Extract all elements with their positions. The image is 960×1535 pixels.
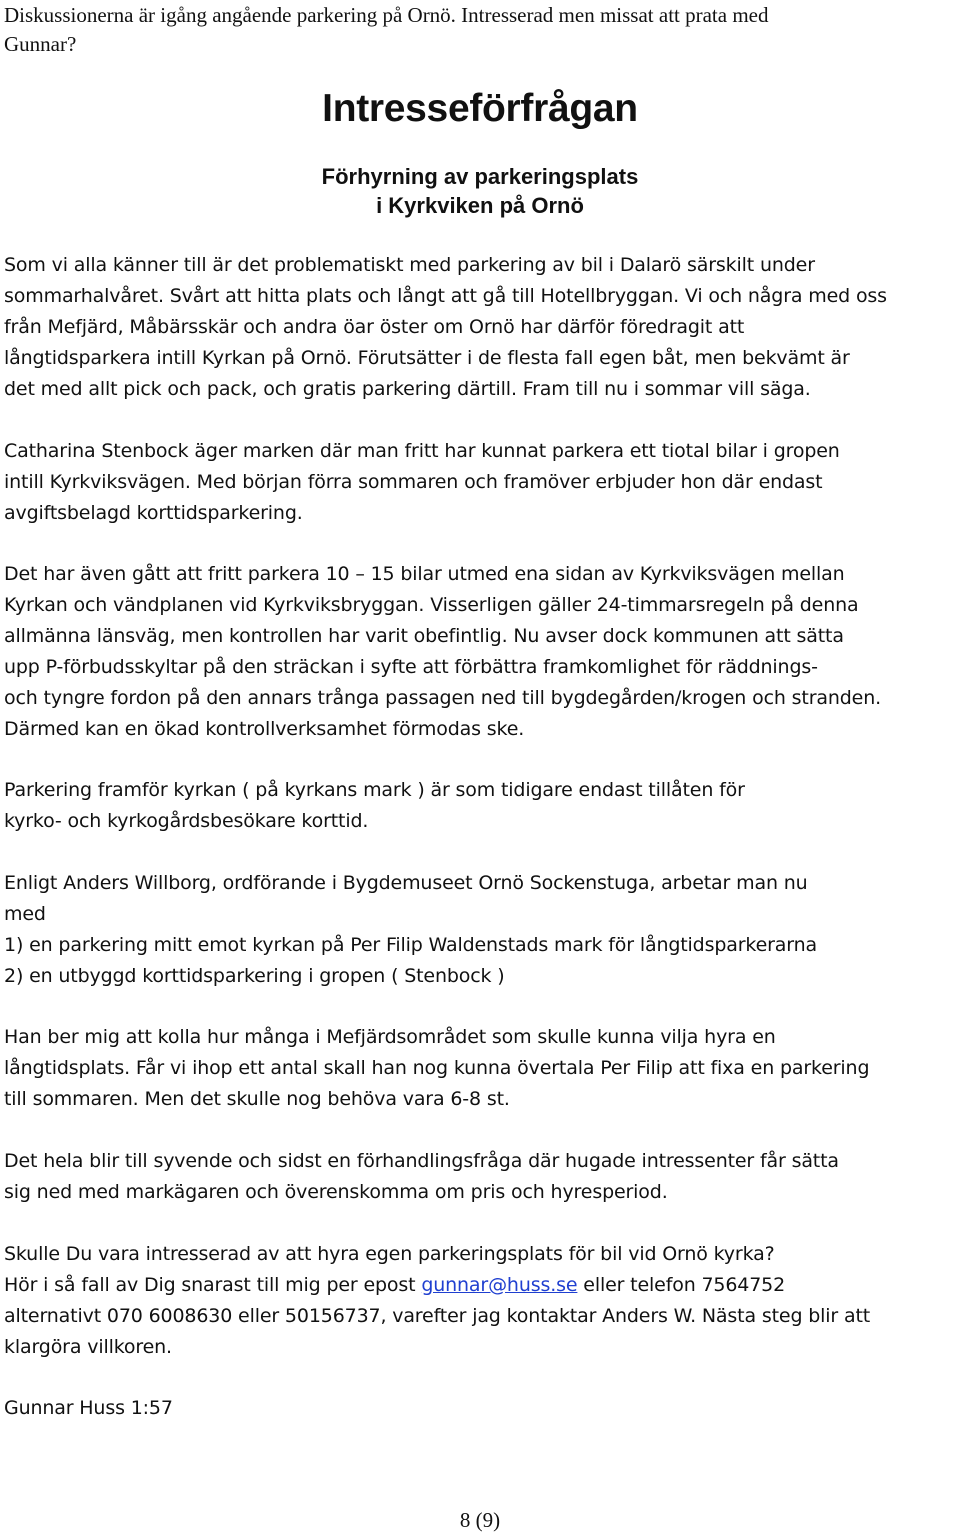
paragraph-line: Som vi alla känner till är det problematiskt med parkering av bil i Dalarö särskilt under: [4, 254, 815, 276]
paragraph-mefjard: [4, 1022, 956, 1115]
subtitle-line: i Kyrkviken på Ornö: [376, 193, 584, 218]
paragraph-kyrkviksvagen: [4, 559, 956, 745]
paragraph-line-contact: [4, 1270, 956, 1301]
paragraph-line: och tyngre fordon på den annars trånga passagen ned till bygdegården/krogen och stranden.: [4, 687, 881, 709]
paragraph-line: sig ned med markägaren och överenskomma om pris och hyresperiod.: [4, 1181, 668, 1203]
paragraph-line: Det har även gått att fritt parkera 10 – 15 bilar utmed ena sidan av Kyrkviksvägen mellan: [4, 563, 845, 585]
email-link[interactable]: gunnar@huss.se: [421, 1274, 578, 1296]
signature-text: Gunnar Huss 1:57: [4, 1397, 173, 1419]
paragraph-line: Enligt Anders Willborg, ordförande i Bygdemuseet Ornö Sockenstuga, arbetar man nu: [4, 872, 808, 894]
paragraph-line: 1) en parkering mitt emot kyrkan på Per Filip Waldenstads mark för långtidsparkerarna: [4, 934, 817, 956]
paragraph-church-parking: [4, 775, 956, 837]
paragraph-line: allmänna länsväg, men kontrollen har varit obefintlig. Nu avser dock kommunen att sätta: [4, 625, 844, 647]
paragraph-line: avgiftsbelagd korttidsparkering.: [4, 502, 303, 524]
subtitle-line: Förhyrning av parkeringsplats: [321, 164, 639, 189]
intro-note: [4, 1, 954, 59]
paragraph-line: kyrko- och kyrkogårdsbesökare korttid.: [4, 810, 369, 832]
paragraph-stenbock: [4, 436, 956, 529]
paragraph-negotiation: [4, 1146, 956, 1208]
paragraph-line: långtidsplats. Får vi ihop ett antal skall han nog kunna övertala Per Filip att fixa en parkering: [4, 1057, 870, 1079]
paragraph-willborg: [4, 868, 956, 992]
intro-note-line: Gunnar?: [4, 32, 77, 56]
paragraph-line: Därmed kan en ökad kontrollverksamhet förmodas ske.: [4, 718, 525, 740]
paragraph-parking-problem: [4, 250, 956, 405]
paragraph-line: långtidsparkera intill Kyrkan på Ornö. Förutsätter i de flesta fall egen båt, men bekvämt är: [4, 347, 850, 369]
paragraph-line: sommarhalvåret. Svårt att hitta plats och långt att gå till Hotellbryggan. Vi och några med oss: [4, 285, 887, 307]
paragraph-line: klargöra villkoren.: [4, 1336, 172, 1358]
paragraph-line: alternativt 070 6008630 eller 50156737, varefter jag kontaktar Anders W. Nästa steg blir att: [4, 1305, 871, 1327]
document-title: Intresseförfrågan: [322, 87, 638, 130]
paragraph-line: Parkering framför kyrkan ( på kyrkans mark ) är som tidigare endast tillåten för: [4, 779, 745, 801]
page-number: 8 (9): [459, 1508, 501, 1532]
paragraph-line: Catharina Stenbock äger marken där man fritt har kunnat parkera ett tiotal bilar i gropen: [4, 440, 840, 462]
contact-text-before: Hör i så fall av Dig snarast till mig per epost: [4, 1274, 422, 1296]
paragraph-line: Kyrkan och vändplanen vid Kyrkviksbryggan. Visserligen gäller 24-timmarsregeln på denna: [4, 594, 859, 616]
contact-text-after: eller telefon 7564752: [577, 1274, 786, 1296]
paragraph-contact: [4, 1239, 956, 1363]
paragraph-line: intill Kyrkviksvägen. Med början förra sommaren och framöver erbjuder hon där endast: [4, 471, 823, 493]
signature: [4, 1393, 956, 1424]
paragraph-line: Skulle Du vara intresserad av att hyra egen parkeringsplats för bil vid Ornö kyrka?: [4, 1243, 775, 1265]
paragraph-line: upp P-förbudsskyltar på den sträckan i syfte att förbättra framkomlighet för räddnings-: [4, 656, 818, 678]
intro-note-line: Diskussionerna är igång angående parkering på Ornö. Intresserad men missat att prata med: [4, 3, 769, 27]
paragraph-line: med: [4, 903, 46, 925]
paragraph-line: Det hela blir till syvende och sidst en förhandlingsfråga där hugade intressenter får sätta: [4, 1150, 839, 1172]
document-subtitle: [0, 162, 960, 220]
paragraph-line: det med allt pick och pack, och gratis parkering därtill. Fram till nu i sommar vill säga.: [4, 378, 811, 400]
paragraph-line: Han ber mig att kolla hur många i Mefjärdsområdet som skulle kunna vilja hyra en: [4, 1026, 776, 1048]
paragraph-line: 2) en utbyggd korttidsparkering i gropen ( Stenbock ): [4, 965, 505, 987]
paragraph-line: från Mefjärd, Måbärsskär och andra öar öster om Ornö har därför föredragit att: [4, 316, 745, 338]
paragraph-line: till sommaren. Men det skulle nog behöva vara 6-8 st.: [4, 1088, 510, 1110]
